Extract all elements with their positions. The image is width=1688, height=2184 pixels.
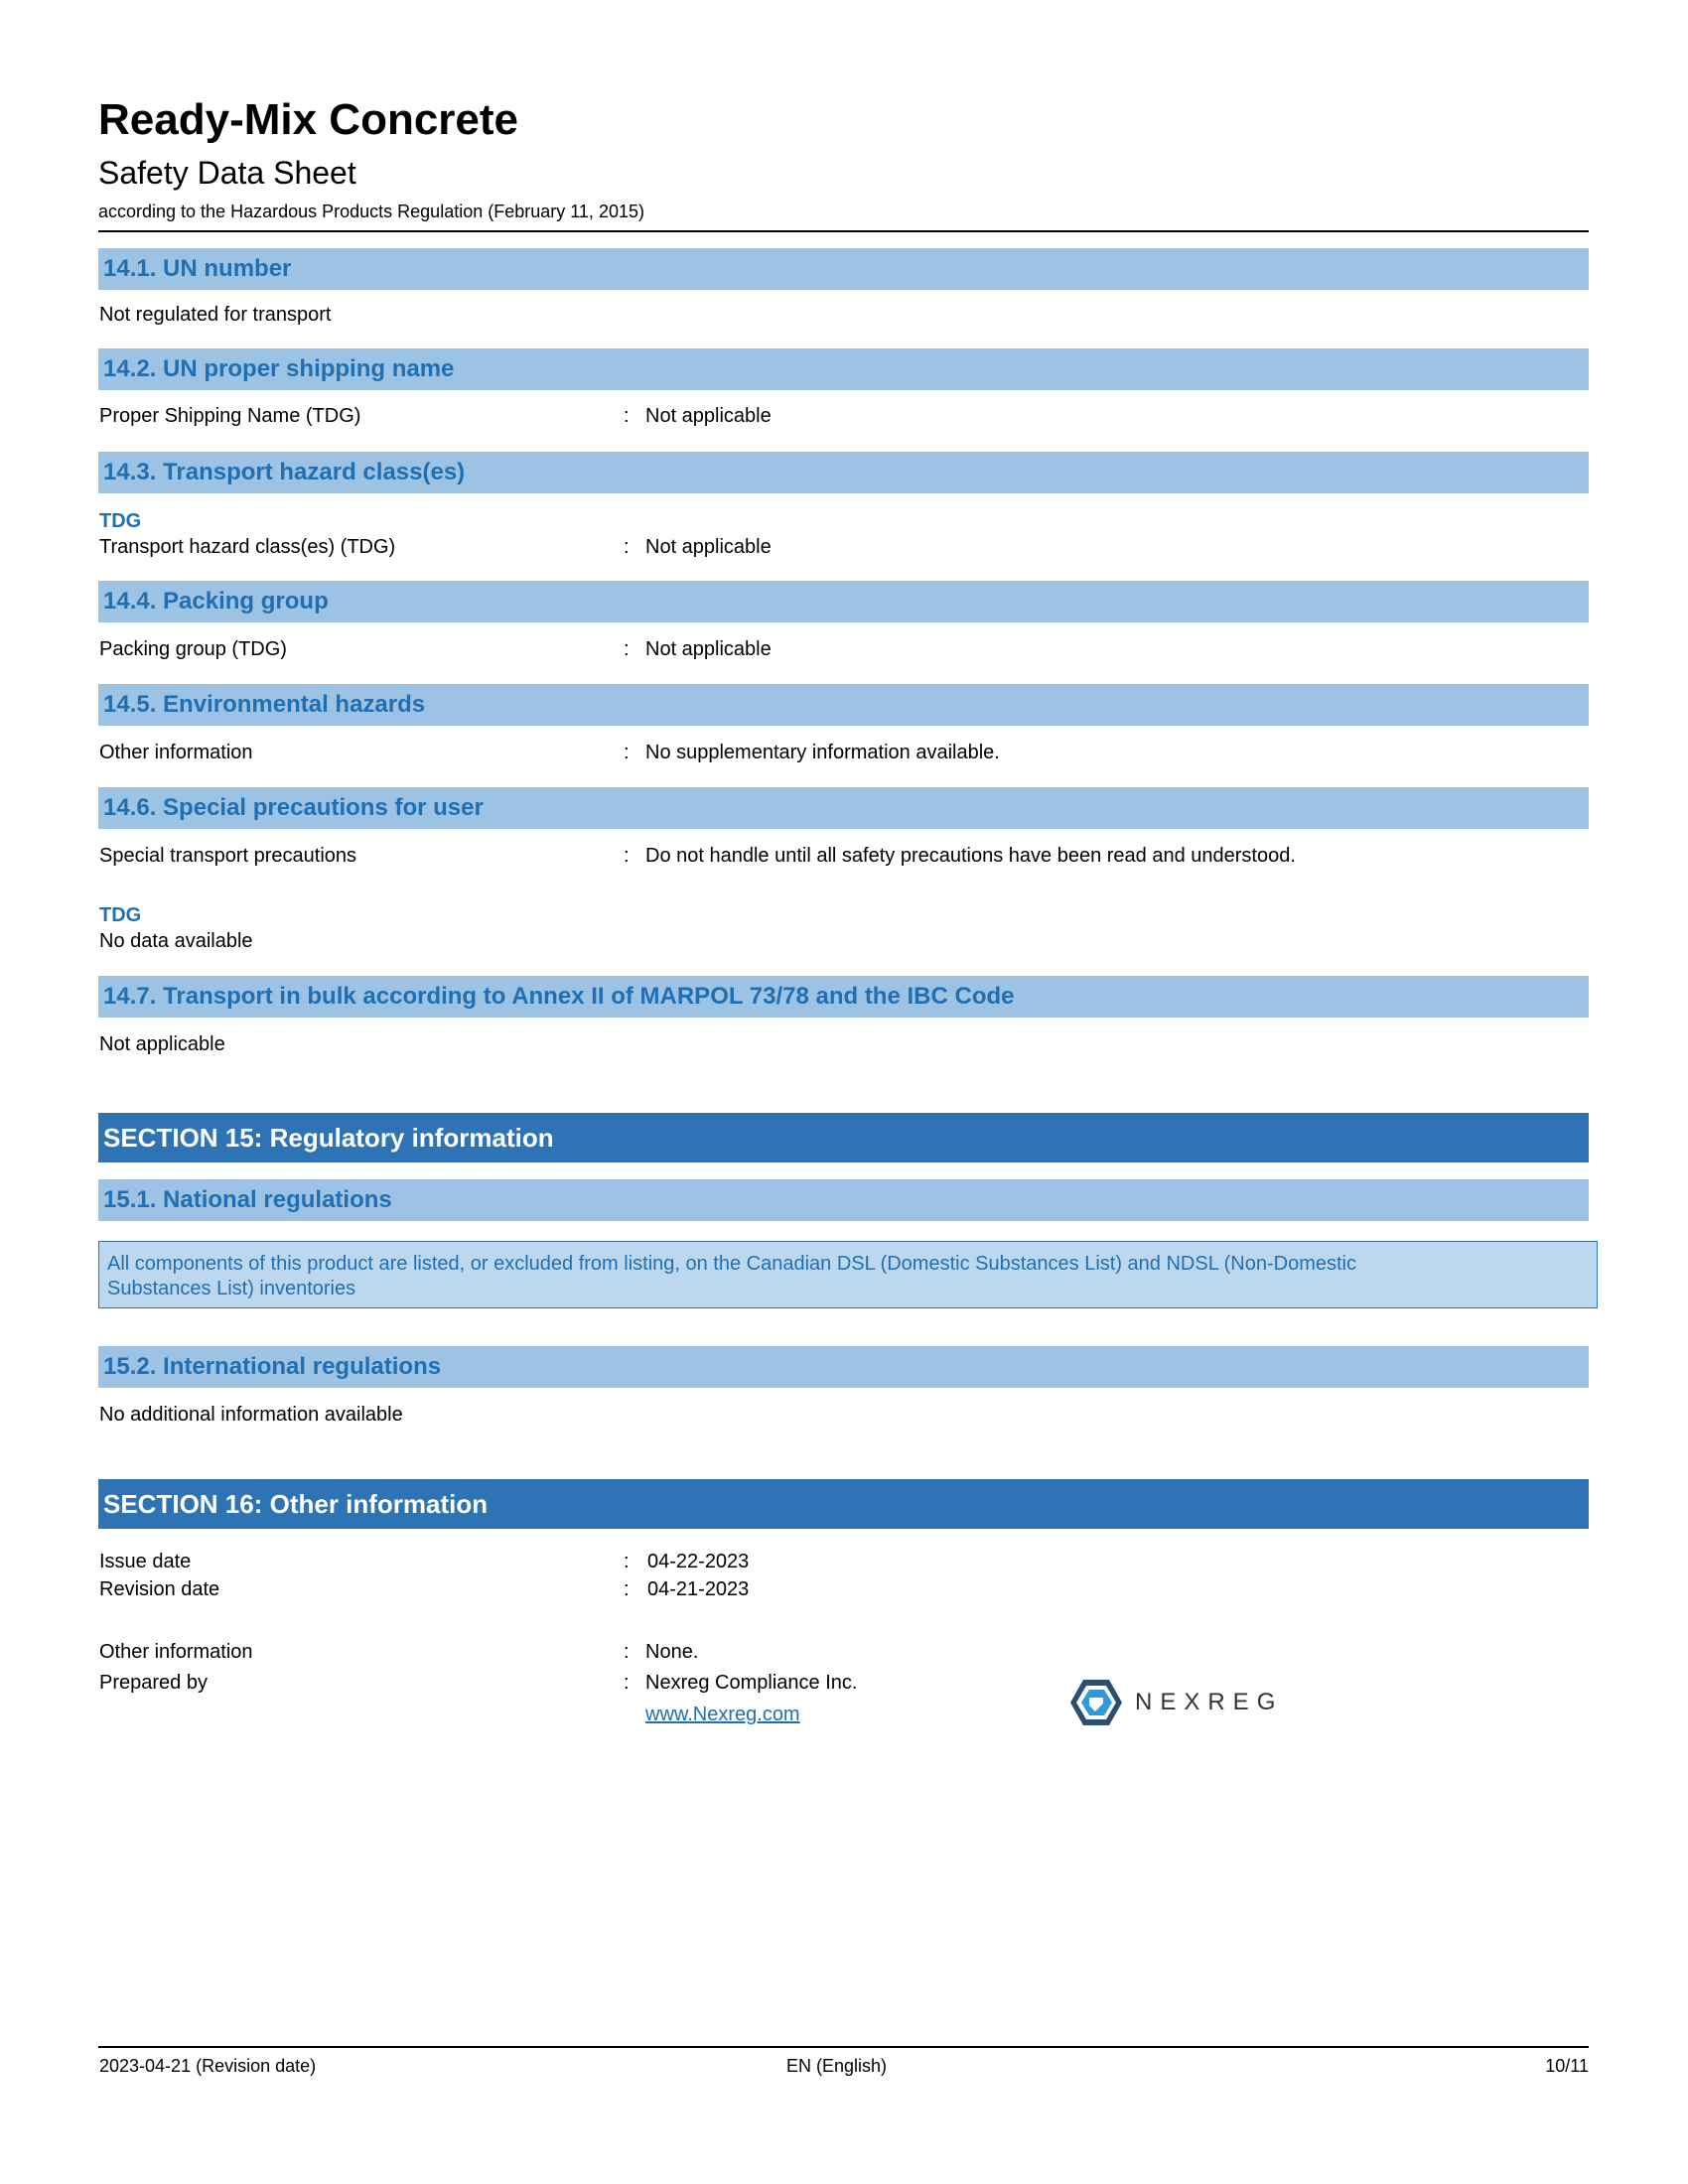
colon: : bbox=[624, 742, 630, 763]
hazard-class-label: Transport hazard class(es) (TDG) bbox=[99, 536, 396, 558]
heading-14-6: 14.6. Special precautions for user bbox=[98, 787, 1589, 829]
section-15-heading: SECTION 15: Regulatory information bbox=[98, 1113, 1589, 1162]
un-number-text: Not regulated for transport bbox=[99, 304, 332, 326]
packing-group-label: Packing group (TDG) bbox=[99, 638, 287, 660]
special-precautions-value: Do not handle until all safety precautions have been read and understood. bbox=[645, 845, 1296, 867]
section-16-heading: SECTION 16: Other information bbox=[98, 1479, 1589, 1529]
prepared-by-label: Prepared by bbox=[99, 1672, 208, 1694]
heading-15-2: 15.2. International regulations bbox=[98, 1346, 1589, 1388]
colon: : bbox=[624, 845, 630, 867]
heading-15-1: 15.1. National regulations bbox=[98, 1179, 1589, 1221]
footer-rule bbox=[98, 2046, 1589, 2048]
shipping-name-value: Not applicable bbox=[645, 405, 772, 427]
heading-14-2: 14.2. UN proper shipping name bbox=[98, 348, 1589, 390]
footer-page-number: 10/11 bbox=[1545, 2056, 1589, 2076]
other-information-value: None. bbox=[645, 1641, 699, 1663]
colon: : bbox=[624, 638, 630, 660]
national-regulations-note bbox=[98, 1241, 1598, 1308]
nexreg-logo-text: NEXREG bbox=[1135, 1689, 1284, 1715]
heading-14-4: 14.4. Packing group bbox=[98, 581, 1589, 622]
revision-date-label: Revision date bbox=[99, 1578, 220, 1600]
nexreg-website-link[interactable]: www.Nexreg.com bbox=[645, 1704, 800, 1725]
prepared-by-value: Nexreg Compliance Inc. bbox=[645, 1672, 858, 1694]
document-subtitle: Safety Data Sheet bbox=[98, 155, 356, 191]
regulation-note: according to the Hazardous Products Regulation (February 11, 2015) bbox=[98, 202, 644, 221]
other-information-label: Other information bbox=[99, 1641, 253, 1663]
national-note-line-1: All components of this product are listed, or excluded from listing, on the Canadian DSL (Domestic Substances List) and NDSL (Non-Domestic bbox=[107, 1253, 1356, 1275]
hazard-class-value: Not applicable bbox=[645, 536, 772, 558]
colon: : bbox=[624, 1551, 630, 1572]
tdg-no-data: No data available bbox=[99, 930, 253, 952]
colon: : bbox=[624, 1641, 630, 1663]
international-regulations-text: No additional information available bbox=[99, 1404, 403, 1426]
nexreg-hexagon-icon bbox=[1069, 1678, 1123, 1727]
footer-revision-date: 2023-04-21 (Revision date) bbox=[99, 2056, 317, 2076]
document-title: Ready-Mix Concrete bbox=[98, 95, 519, 144]
issue-date-label: Issue date bbox=[99, 1551, 192, 1572]
environmental-value: No supplementary information available. bbox=[645, 742, 1000, 763]
heading-14-1: 14.1. UN number bbox=[98, 248, 1589, 290]
revision-date-value: 04-21-2023 bbox=[647, 1578, 750, 1600]
tdg-subheading: TDG bbox=[99, 510, 142, 532]
heading-14-5: 14.5. Environmental hazards bbox=[98, 684, 1589, 726]
colon: : bbox=[624, 1672, 630, 1694]
bulk-transport-text: Not applicable bbox=[99, 1033, 225, 1055]
shipping-name-label: Proper Shipping Name (TDG) bbox=[99, 405, 361, 427]
nexreg-logo bbox=[1069, 1678, 1283, 1727]
national-note-line-2: Substances List) inventories bbox=[107, 1278, 356, 1299]
tdg-subheading: TDG bbox=[99, 904, 142, 926]
heading-14-7: 14.7. Transport in bulk according to Annex II of MARPOL 73/78 and the IBC Code bbox=[98, 976, 1589, 1018]
colon: : bbox=[624, 405, 630, 427]
heading-14-3: 14.3. Transport hazard class(es) bbox=[98, 452, 1589, 493]
special-precautions-label: Special transport precautions bbox=[99, 845, 357, 867]
header-rule bbox=[98, 230, 1589, 232]
colon: : bbox=[624, 1578, 630, 1600]
packing-group-value: Not applicable bbox=[645, 638, 772, 660]
colon: : bbox=[624, 536, 630, 558]
environmental-label: Other information bbox=[99, 742, 253, 763]
issue-date-value: 04-22-2023 bbox=[647, 1551, 750, 1572]
footer-language: EN (English) bbox=[786, 2056, 888, 2076]
